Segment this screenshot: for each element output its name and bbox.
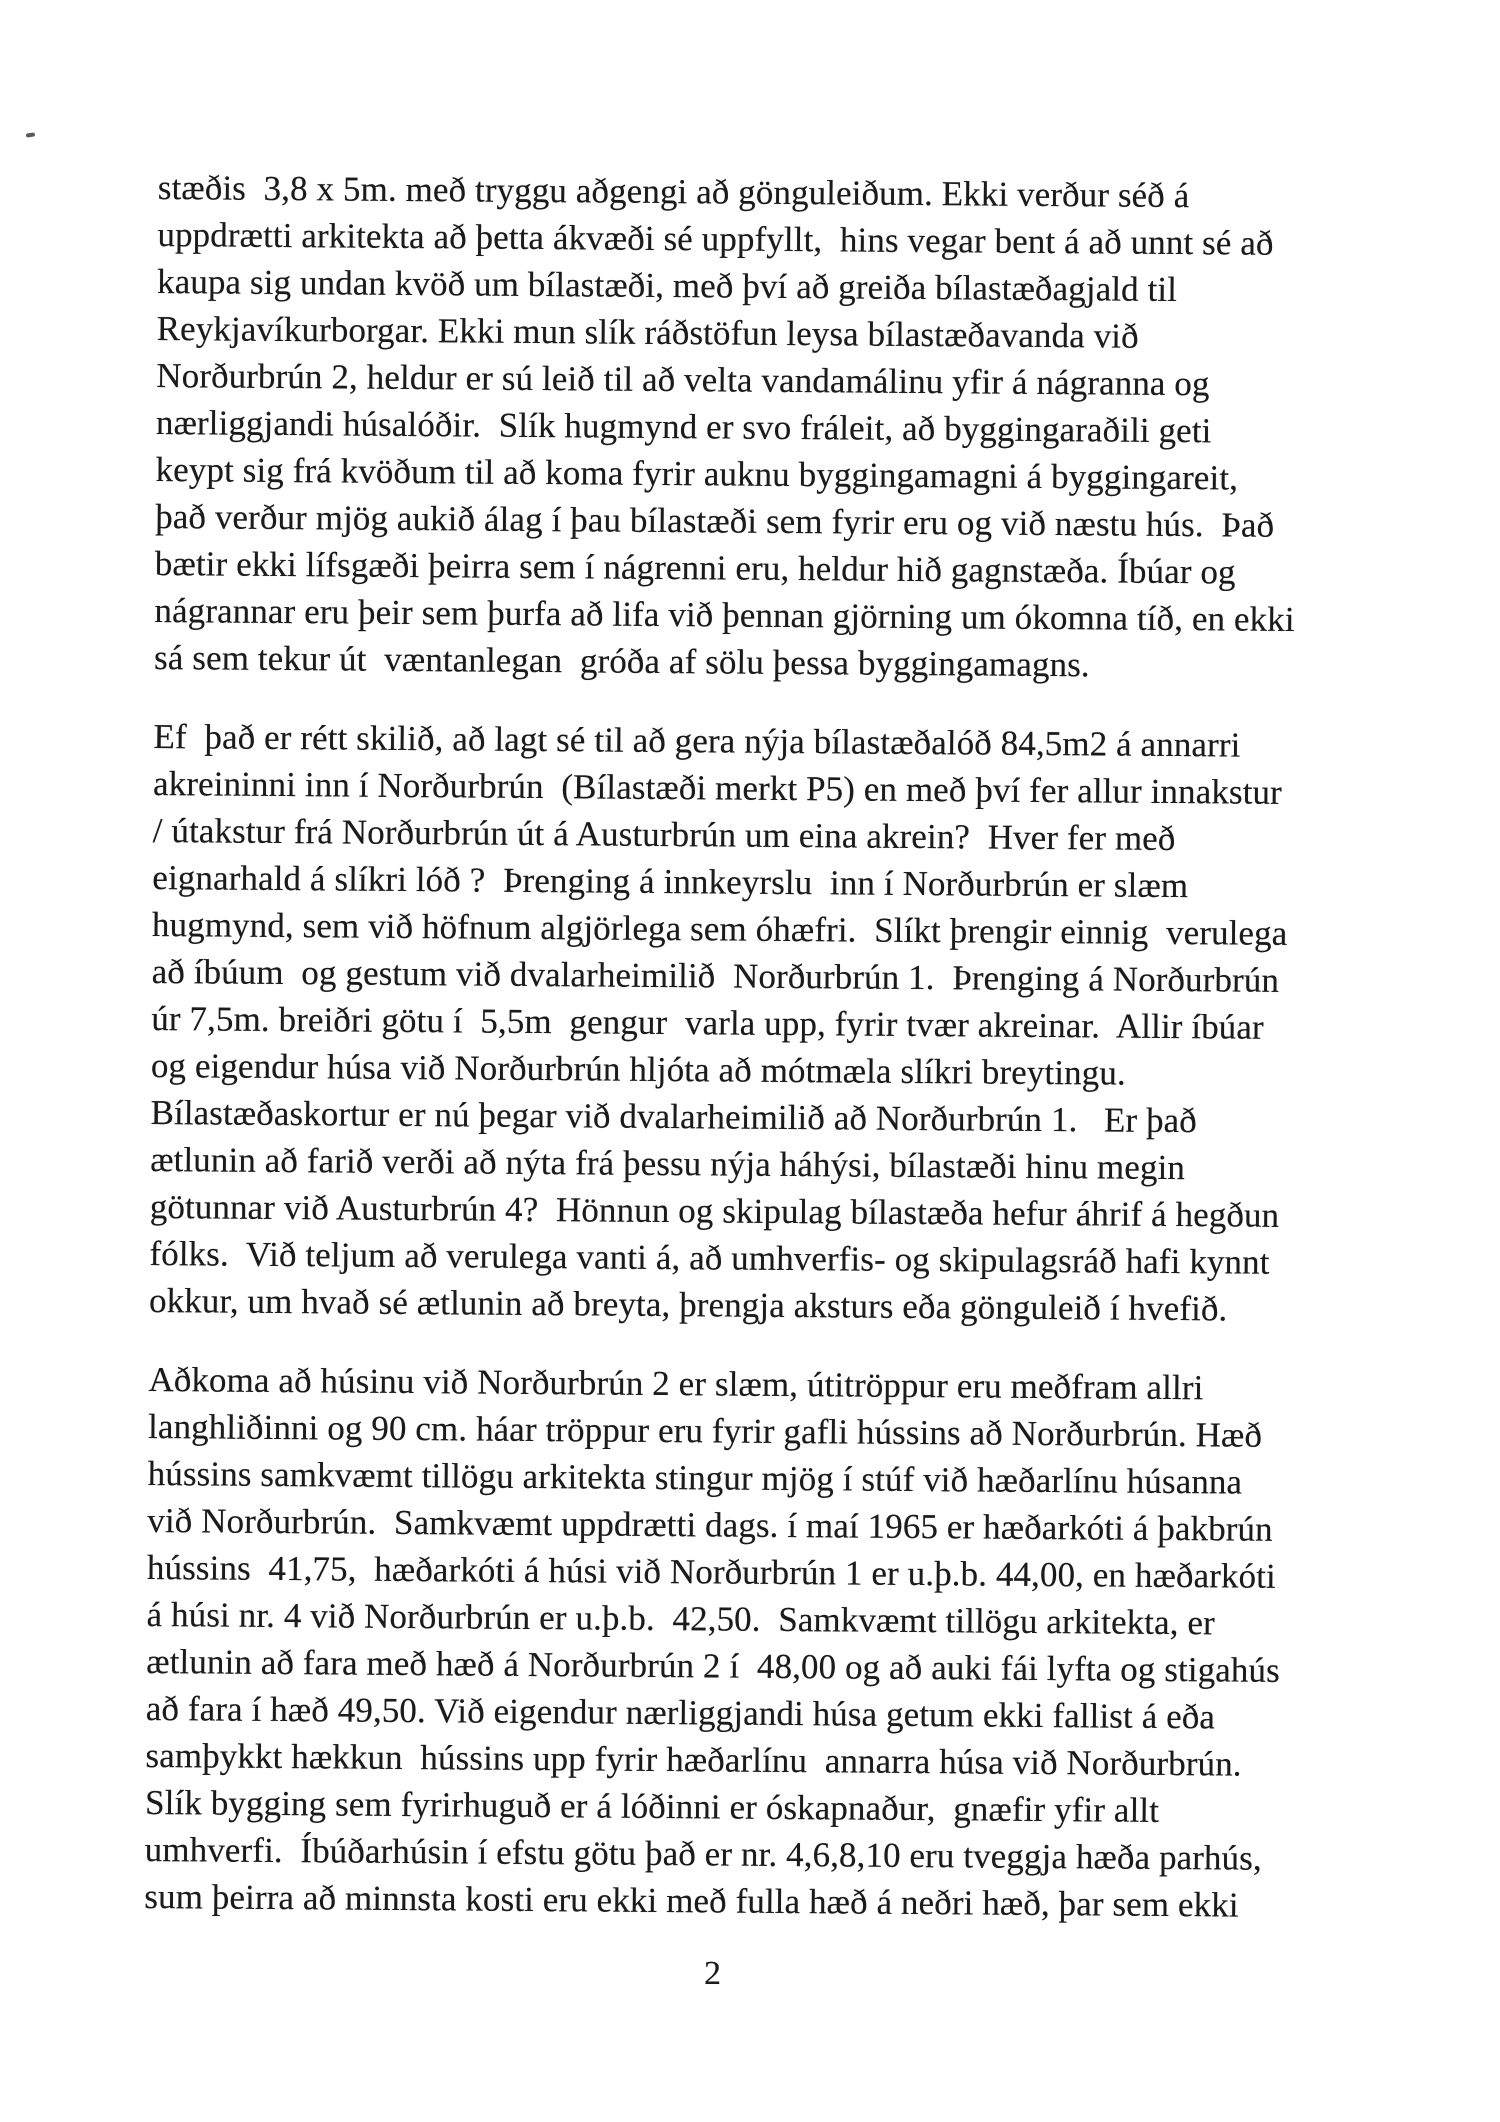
text-line: götunnar við Austurbrún 4? Hönnun og skipulag bílastæða hefur áhrif á hegðun: [149, 1186, 1280, 1235]
text-line: sá sem tekur út væntanlegan gróða af sölu þessa byggingamagns.: [153, 637, 1090, 685]
text-line: hugmynd, sem við höfnum algjörlega sem óhæfri. Slíkt þrengir einnig verulega: [151, 904, 1288, 953]
text-line: nágrannar eru þeir sem þurfa að lifa við þennan gjörning um ókomna tíð, en ekki: [154, 590, 1295, 639]
paragraph: [144, 1356, 1378, 1930]
text-line: úr 7,5m. breiðri götu í 5,5m gengur varla upp, fyrir tvær akreinar. Allir íbúar: [151, 998, 1264, 1047]
text-line: langhliðinni og 90 cm. háar tröppur eru fyrir gafli hússins að Norðurbrún. Hæð: [147, 1406, 1263, 1455]
text-line: ætlunin að farið verði að nýta frá þessu nýja háhýsi, bílastæði hinu megin: [150, 1139, 1186, 1188]
text-line: á húsi nr. 4 við Norðurbrún er u.þ.b. 42,50. Samkvæmt tillögu arkitekta, er: [146, 1594, 1215, 1643]
text-line: að íbúum og gestum við dvalarheimilið Norðurbrún 1. Þrenging á Norðurbrún: [151, 951, 1280, 1000]
text-line: umhverfi. Íbúðarhúsin í efstu götu það er nr. 4,6,8,10 eru tveggja hæða parhús,: [144, 1829, 1262, 1878]
text-line: keypt sig frá kvöðum til að koma fyrir auknu byggingamagni á byggingareit,: [155, 449, 1239, 498]
text-line: Bílastæðaskortur er nú þegar við dvalarheimilið að Norðurbrún 1. Er það: [150, 1092, 1198, 1141]
text-line: stæðis 3,8 x 5m. með tryggu aðgengi að gönguleiðum. Ekki verður séð á: [157, 167, 1190, 216]
text-line: Reykjavíkurborgar. Ekki mun slík ráðstöfun leysa bílastæðavanda við: [156, 308, 1139, 356]
text-line: við Norðurbrún. Samkvæmt uppdrætti dags. í maí 1965 er hæðarkóti á þakbrún: [147, 1500, 1273, 1549]
page-number: 2: [704, 1955, 721, 1992]
text-line: ætlunin að fara með hæð á Norðurbrún 2 í 48,00 og að auki fái lyfta og stigahús: [146, 1641, 1280, 1690]
text-line: að fara í hæð 49,50. Við eigendur nærliggjandi húsa getum ekki fallist á eða: [145, 1688, 1216, 1737]
text-line: nærliggjandi húsalóðir. Slík hugmynd er svo fráleit, að byggingaraðili geti: [155, 402, 1212, 451]
scan-artifact-mark: [26, 132, 35, 137]
text-line: það verður mjög aukið álag í þau bílastæði sem fyrir eru og við næstu hús. Það: [155, 496, 1275, 545]
document-body: [144, 164, 1388, 1930]
text-line: kaupa sig undan kvöð um bílastæði, með því að greiða bílastæðagjald til: [156, 261, 1178, 310]
text-line: akreininni inn í Norðurbrún (Bílastæði merkt P5) en með því fer allur innakstur: [152, 763, 1283, 812]
text-line: eignarhald á slíkri lóð ? Þrenging á innkeyrslu inn í Norðurbrún er slæm: [152, 857, 1189, 906]
text-line: Ef það er rétt skilið, að lagt sé til að gera nýja bílastæðalóð 84,5m2 á annarri: [153, 716, 1241, 765]
text-line: / útakstur frá Norðurbrún út á Austurbrún um eina akrein? Hver fer með: [152, 810, 1176, 859]
text-line: uppdrætti arkitekta að þetta ákvæði sé uppfyllt, hins vegar bent á að unnt sé að: [157, 214, 1274, 263]
text-line: sum þeirra að minnsta kosti eru ekki með fulla hæð á neðri hæð, þar sem ekki: [144, 1876, 1239, 1925]
text-line: hússins samkvæmt tillögu arkitekta stingur mjög í stúf við hæðarlínu húsanna: [147, 1453, 1243, 1502]
text-line: og eigendur húsa við Norðurbrún hljóta að mótmæla slíkri breytingu.: [150, 1045, 1126, 1093]
text-line: Slík bygging sem fyrirhuguð er á lóðinni er óskapnaður, gnæfir yfir allt: [144, 1782, 1160, 1830]
paragraph: [154, 164, 1388, 691]
text-line: hússins 41,75, hæðarkóti á húsi við Norðurbrún 1 er u.þ.b. 44,00, en hæðarkóti: [146, 1547, 1276, 1596]
text-line: bætir ekki lífsgæði þeirra sem í nágrenni eru, heldur hið gagnstæða. Íbúar og: [154, 543, 1236, 592]
text-line: fólks. Við teljum að verulega vanti á, að umhverfis- og skipulagsráð hafi kynnt: [149, 1233, 1270, 1282]
text-line: Aðkoma að húsinu við Norðurbrún 2 er slæm, útitröppur eru meðfram allri: [148, 1359, 1204, 1408]
text-line: samþykkt hækkun hússins upp fyrir hæðarlínu annarra húsa við Norðurbrún.: [145, 1735, 1242, 1784]
text-line: okkur, um hvað sé ætlunin að breyta, þrengja aksturs eða gönguleið í hvefið.: [148, 1280, 1228, 1329]
paragraph: [149, 713, 1384, 1334]
text-line: Norðurbrún 2, heldur er sú leið til að velta vandamálinu yfir á nágranna og: [156, 355, 1210, 404]
